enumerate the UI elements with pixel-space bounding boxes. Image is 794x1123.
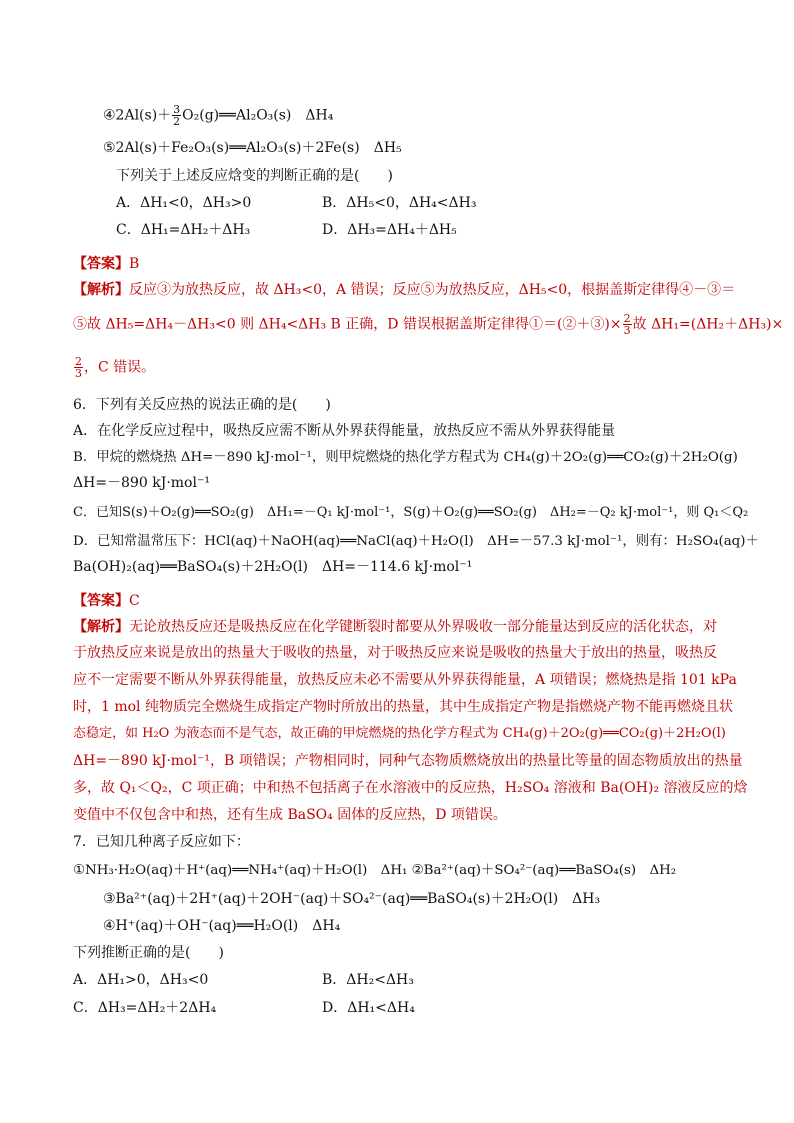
option-c: C．ΔH₁=ΔH₂＋ΔH₃ bbox=[116, 222, 251, 238]
analysis-line: 时，1 mol 纯物质完全燃烧生成指定产物时所放出的热量，其中生成指定产物是指燃烧产物不能再燃烧且状 bbox=[73, 699, 733, 715]
equation-3: ③Ba²⁺(aq)＋2H⁺(aq)＋2OH⁻(aq)＋SO₄²⁻(aq)══BaSO₄(s)＋2H₂O(l) ΔH₃ bbox=[103, 891, 601, 907]
option-b-cont: ΔH=－890 kJ·mol⁻¹ bbox=[73, 475, 210, 491]
answer-line: 【答案】B bbox=[73, 256, 140, 272]
analysis-line: $\frac{2}{3}$ ，C 错误。 bbox=[75, 355, 156, 380]
equation-1-2: ①NH₃·H₂O(aq)＋H⁺(aq)══NH₄⁺(aq)＋H₂O(l) ΔH₁ ②Ba²⁺(aq)＋SO₄²⁻(aq)══BaSO₄(s) ΔH₂ bbox=[73, 863, 677, 878]
option-a: A．ΔH₁<0，ΔH₃>0 bbox=[116, 195, 252, 211]
analysis-line: ΔH=－890 kJ·mol⁻¹，B 项错误；产物相同时，同种气态物质燃烧放出的热量比等量的固态物质放出的热量 bbox=[73, 753, 743, 769]
analysis-line: 【解析】反应③为放热反应，故 ΔH₃<0，A 错误；反应⑤为放热反应，ΔH₅<0，根据盖斯定律得④－③＝ bbox=[73, 282, 736, 298]
fraction: $\frac{2}{3}$ bbox=[623, 312, 631, 337]
analysis-line: 态稳定，如 H₂O 为液态而不是气态，故正确的甲烷燃烧的热化学方程式为 CH₄(g)＋2O₂(g)══CO₂(g)＋2H₂O(l) bbox=[73, 726, 726, 741]
analysis-line: 【解析】无论放热反应还是吸热反应在化学键断裂时都要从外界吸收一部分能量达到反应的活化状态，对 bbox=[73, 619, 717, 635]
fraction: $\frac{3}{2}$ bbox=[173, 103, 181, 128]
option-b: B．甲烷的燃烧热 ΔH=－890 kJ·mol⁻¹，则甲烷燃烧的热化学方程式为 CH₄(g)＋2O₂(g)══CO₂(g)＋2H₂O(g) bbox=[73, 450, 738, 465]
answer-line: 【答案】C bbox=[73, 593, 140, 609]
option-d-cont: Ba(OH)₂(aq)══BaSO₄(s)＋2H₂O(l) ΔH=－114.6 kJ·mol⁻¹ bbox=[73, 559, 473, 575]
option-d: D．ΔH₁<ΔH₄ bbox=[322, 1000, 415, 1016]
option-d: D．已知常温常压下：HCl(aq)＋NaOH(aq)══NaCl(aq)＋H₂O(l) ΔH=－57.3 kJ·mol⁻¹，则有：H₂SO₄(aq)＋ bbox=[73, 534, 759, 549]
question-stem: 6．下列有关反应热的说法正确的是( ) bbox=[73, 397, 331, 413]
equation-4: ④2Al(s)＋ $\frac{3}{2}$ O₂(g)══Al₂O₃(s) ΔH₄ bbox=[103, 103, 334, 128]
equation-5: ⑤2Al(s)＋Fe₂O₃(s)══Al₂O₃(s)＋2Fe(s) ΔH₅ bbox=[103, 140, 402, 156]
analysis-line: ⑤故 ΔH₅=ΔH₄－ΔH₃<0 则 ΔH₄<ΔH₃ B 正确，D 错误根据盖斯定律得①＝(②＋③)× $\frac{2}{3}$ 故 ΔH₁=(ΔH₂＋ΔH₃)× bbox=[73, 312, 784, 337]
option-c: C．ΔH₃=ΔH₂＋2ΔH₄ bbox=[73, 1000, 217, 1016]
fraction: $\frac{2}{3}$ bbox=[75, 355, 82, 380]
analysis-line: 变值中不仅包含中和热，还有生成 BaSO₄ 固体的反应热，D 项错误。 bbox=[73, 807, 507, 823]
option-c: C．已知S(s)＋O₂(g)══SO₂(g) ΔH₁=－Q₁ kJ·mol⁻¹，S(g)＋O₂(g)══SO₂(g) ΔH₂=－Q₂ kJ·mol⁻¹，则 Q₁＜Q₂ bbox=[73, 505, 749, 520]
option-d: D．ΔH₃=ΔH₄＋ΔH₅ bbox=[322, 222, 457, 238]
option-b: B．ΔH₂<ΔH₃ bbox=[322, 972, 414, 988]
question-judge: 下列推断正确的是( ) bbox=[73, 945, 224, 961]
question-stem: 下列关于上述反应焓变的判断正确的是( ) bbox=[116, 168, 393, 184]
analysis-line: 多，故 Q₁＜Q₂，C 项正确；中和热不包括离子在水溶液中的反应热，H₂SO₄ 溶液和 Ba(OH)₂ 溶液反应的焓 bbox=[73, 780, 748, 796]
analysis-line: 于放热反应来说是放出的热量大于吸收的热量，对于吸热反应来说是吸收的热量大于放出的热量，吸热反 bbox=[73, 645, 717, 661]
equation-4: ④H⁺(aq)＋OH⁻(aq)══H₂O(l) ΔH₄ bbox=[103, 918, 341, 934]
option-a: A．ΔH₁>0，ΔH₃<0 bbox=[73, 972, 209, 988]
option-b: B．ΔH₅<0，ΔH₄<ΔH₃ bbox=[322, 195, 477, 211]
analysis-line: 应不一定需要不断从外界获得能量，放热反应未必不需要从外界获得能量，A 项错误；燃烧热是指 101 kPa bbox=[73, 672, 737, 688]
question-stem: 7．已知几种离子反应如下： bbox=[73, 834, 250, 850]
option-a: A．在化学反应过程中，吸热反应需不断从外界获得能量，放热反应不需从外界获得能量 bbox=[73, 423, 616, 439]
